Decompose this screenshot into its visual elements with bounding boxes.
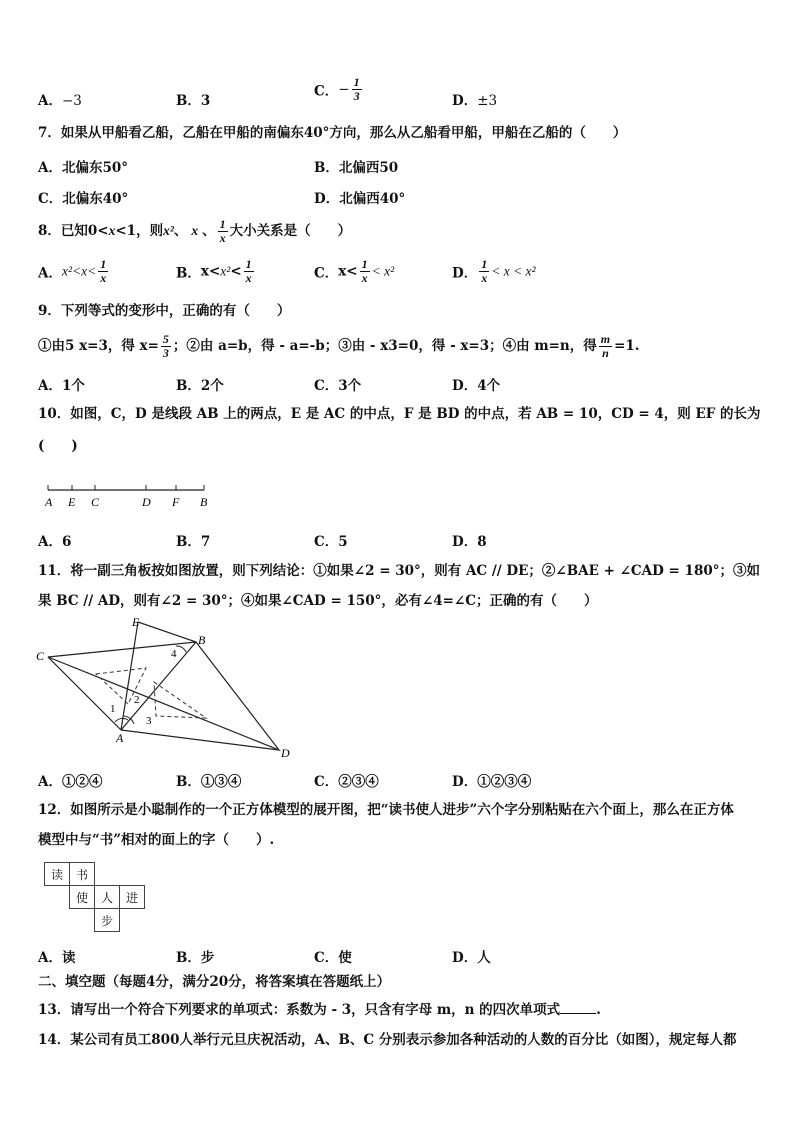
q11-option-a: A．①②④	[38, 774, 103, 790]
net-cell-jin: 进	[120, 886, 145, 909]
vertex-label-b: B	[198, 633, 206, 647]
q9-option-b: B．2个	[176, 378, 224, 394]
q13-answer-blank[interactable]	[560, 1001, 596, 1014]
q11-option-c: C．②③④	[314, 774, 379, 790]
point-label-d: D	[142, 495, 151, 509]
point-label-a: A	[45, 495, 53, 509]
q7-stem: 7．如果从甲船看乙船，乙船在甲船的南偏东40°方向，那么从乙船看甲船，甲船在乙船的（ ）	[38, 125, 627, 141]
q10-option-a: A．6	[38, 534, 72, 550]
point-label-e: E	[68, 495, 76, 509]
vertex-label-e: E	[132, 615, 140, 629]
vertex-label-a: A	[116, 731, 124, 745]
q13-stem: 13．请写出一个符合下列要求的单项式：系数为 - 3，只含有字母 m，n 的四次单项式 .	[38, 1002, 601, 1018]
net-cell-du: 读	[45, 863, 70, 886]
q10-segment-figure	[38, 478, 228, 514]
q11-option-d: D．①②③④	[452, 774, 532, 790]
q11-stem-line1: 11．将一副三角板按如图放置，则下列结论：①如果∠2 = 30°，则有 AC // DE；②∠BAE + ∠CAD = 180°；③如	[38, 563, 760, 579]
angle-label-3: 3	[146, 715, 152, 727]
vertex-label-d: D	[281, 746, 290, 760]
q8-stem: 8．已知0<x<1，则x²、 x 、 $\frac{1}{x}$ 大小关系是（ ）	[38, 217, 352, 245]
q6-option-a: A．−3	[38, 93, 82, 109]
q7-option-b: B．北偏西50	[314, 160, 399, 176]
q14-stem: 14．某公司有员工800人举行元旦庆祝活动，A、B、C 分别表示参加各种活动的人数的百分比（如图），规定每人都	[38, 1032, 737, 1048]
point-label-b: B	[200, 495, 208, 509]
q10-stem-line1: 10．如图，C，D 是线段 AB 上的两点，E 是 AC 的中点，F 是 BD 的中点，若 AB = 10，CD = 4，则 EF 的长为	[38, 406, 761, 422]
point-label-c: C	[91, 495, 100, 509]
q12-option-b: B．步	[176, 950, 215, 966]
q11-triangle-figure	[36, 612, 306, 762]
angle-label-1: 1	[110, 703, 116, 715]
q10-stem-line2: ( )	[38, 438, 78, 454]
q12-option-d: D．人	[452, 950, 491, 966]
q9-option-c: C．3个	[314, 378, 362, 394]
point-label-f: F	[172, 495, 180, 509]
q11-option-b: B．①③④	[176, 774, 242, 790]
q7-option-c: C．北偏东40°	[38, 191, 129, 207]
angle-label-2: 2	[134, 694, 140, 706]
q12-option-c: C．使	[314, 950, 352, 966]
q6-option-d: D．±3	[452, 93, 498, 109]
vertex-label-c: C	[36, 649, 45, 663]
q12-stem-line1: 12．如图所示是小聪制作的一个正方体模型的展开图，把“读书使人进步”六个字分别粘贴在六个面上，那么在正方体	[38, 802, 734, 818]
net-cell-ren: 人	[95, 886, 120, 909]
q12-stem-line2: 模型中与“书”相对的面上的字（ ）.	[38, 832, 275, 848]
q10-option-c: C．5	[314, 534, 348, 550]
net-cell-shu: 书	[70, 863, 95, 886]
q9-statements: ①由5 x=3，得 x= $\frac{5}{3}$ ；②由 a=b，得 - a=-b；③由 - x3=0，得 - x=3；④由 m=n，得 $\frac{m}{n}$ =1.	[38, 332, 640, 360]
net-cell-bu: 步	[95, 909, 120, 932]
q7-option-a: A．北偏东50°	[38, 160, 129, 176]
q8-option-c: C．x< $\frac{1}{x}$ < x²	[314, 257, 395, 285]
q6-option-c: C．− $\frac{1}{3}$	[314, 75, 360, 103]
q8-option-d: D． $\frac{1}{x}$ < x < x²	[452, 257, 536, 285]
q10-option-b: B．7	[176, 534, 211, 550]
q12-option-a: A．读	[38, 950, 76, 966]
cube-net	[44, 862, 145, 932]
net-cell-shi: 使	[70, 886, 95, 909]
q6-option-b: B．3	[176, 93, 211, 109]
angle-label-4: 4	[171, 648, 177, 660]
q10-option-d: D．8	[452, 534, 487, 550]
section-heading-fill-in: 二、填空题（每题4分，满分20分，将答案填在答题纸上）	[38, 974, 391, 990]
q9-stem: 9．下列等式的变形中，正确的有（ ）	[38, 303, 291, 319]
q8-option-b: B．x<x²< $\frac{1}{x}$	[176, 257, 252, 285]
q8-option-a: A．x²<x< $\frac{1}{x}$	[38, 257, 107, 285]
q7-option-d: D．北偏西40°	[314, 191, 406, 207]
q9-option-d: D．4个	[452, 378, 501, 394]
q9-option-a: A．1个	[38, 378, 85, 394]
q11-stem-line2: 果 BC // AD，则有∠2 = 30°；④如果∠CAD = 150°，必有∠4=∠C；正确的有（ ）	[38, 593, 598, 609]
q6-c-fraction: $\frac{1}{3}$	[353, 75, 360, 103]
